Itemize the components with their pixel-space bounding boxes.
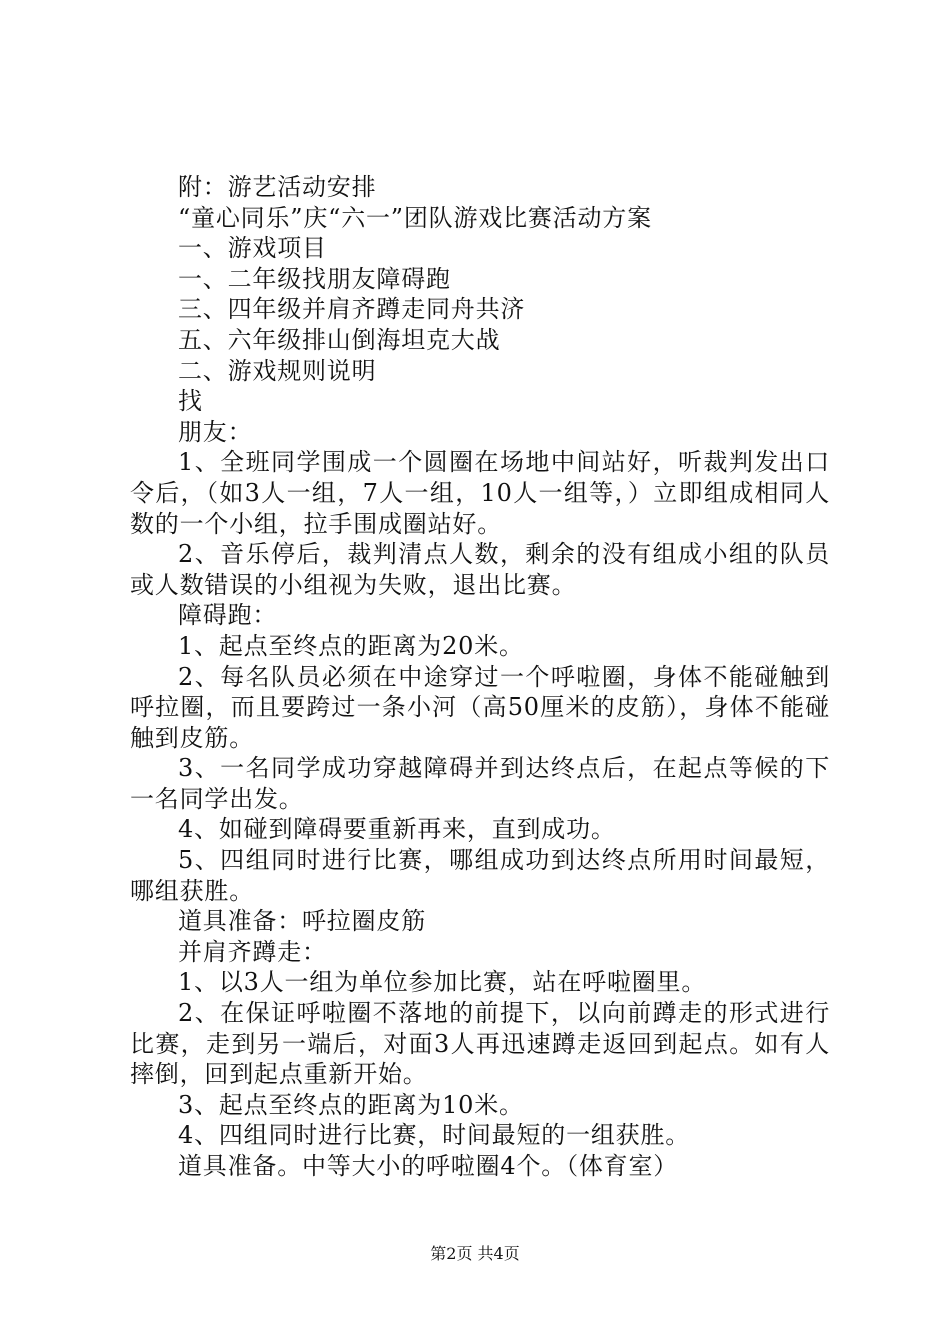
paragraph-squat-rule-3: 3、起点至终点的距离为10米。 [178, 1090, 524, 1119]
paragraph-obstacle-rule-5: 5、四组同时进行比赛，哪组成功到达终点所用时间最短，哪组获胜。 [130, 846, 830, 905]
paragraph-obstacle-heading: 障碍跑： [178, 601, 278, 630]
paragraph-find-part2: 朋友： [178, 417, 253, 446]
paragraph-squat-props: 道具准备。中等大小的呼啦圈4个。（体育室） [178, 1152, 679, 1180]
paragraph-obstacle-rule-1: 1、起点至终点的距离为20米。 [178, 631, 524, 660]
paragraph-squat-rule-2: 2、在保证呼啦圈不落地的前提下，以向前蹲走的形式进行比赛，走到另一端后，对面3人再迅速蹲走返回到起点。如有人摔倒，回到起点重新开始。 [130, 999, 830, 1089]
paragraph-squat-heading: 并肩齐蹲走： [178, 937, 327, 966]
paragraph-obstacle-rule-4: 4、如碰到障碍要重新再来，直到成功。 [178, 815, 616, 844]
paragraph-game-item-1: 一、二年级找朋友障碍跑 [178, 264, 451, 293]
paragraph-section-rules: 二、游戏规则说明 [178, 356, 377, 385]
paragraph-find-rule-1: 1、全班同学围成一个圆圈在场地中间站好，听裁判发出口令后，（如3人一组，7人一组，10人一组等，）立即组成相同人数的一个小组，拉手围成圈站好。 [130, 448, 830, 538]
paragraph-appendix-heading: 附：游艺活动安排 [178, 173, 377, 201]
paragraph-obstacle-rule-2: 2、每名队员必须在中途穿过一个呼啦圈，身体不能碰触到呼拉圈，而且要跨过一条小河（高50厘米的皮筋），身体不能碰触到皮筋。 [130, 662, 830, 752]
paragraph-game-item-3: 五、六年级排山倒海坦克大战 [178, 325, 501, 354]
paragraph-squat-rule-1: 1、以3人一组为单位参加比赛，站在呼啦圈里。 [178, 968, 707, 997]
page-number-footer: 第2页 共4页 [430, 1244, 520, 1263]
paragraph-obstacle-rule-3: 3、一名同学成功穿越障碍并到达终点后，在起点等候的下一名同学出发。 [130, 754, 830, 813]
paragraph-squat-rule-4: 4、四组同时进行比赛，时间最短的一组获胜。 [178, 1121, 691, 1150]
paragraph-find-rule-2: 2、音乐停后，裁判清点人数，剩余的没有组成小组的队员或人数错误的小组视为失败，退出比赛。 [130, 540, 830, 599]
paragraph-section-games: 一、游戏项目 [178, 234, 327, 263]
paragraph-game-item-2: 三、四年级并肩齐蹲走同舟共济 [178, 295, 526, 324]
paragraph-find-part1: 找 [178, 387, 203, 416]
document-body [130, 172, 830, 1182]
paragraph-obstacle-props: 道具准备：呼拉圈皮筋 [178, 907, 426, 936]
paragraph-plan-title: “童心同乐”庆“六一”团队游戏比赛活动方案 [178, 203, 652, 232]
